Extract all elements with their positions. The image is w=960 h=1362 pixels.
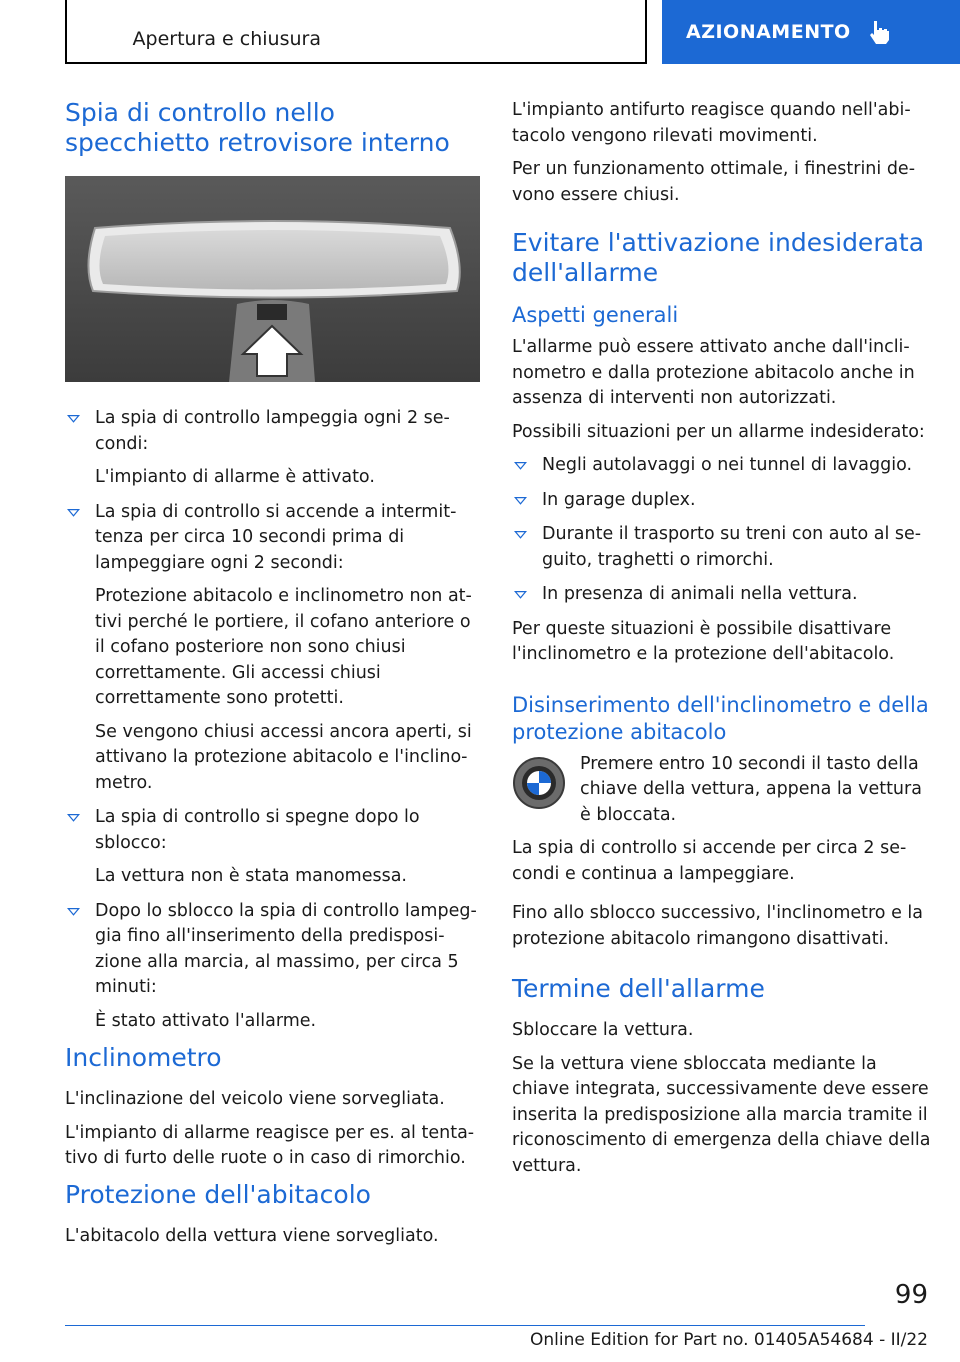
right-column bbox=[512, 98, 932, 1187]
paragraph: L'allarme può essere attivato anche dall'inclinometro e dalla protezione abitacolo anche in assenza di interventi non autorizzati. bbox=[512, 337, 915, 408]
rearview-mirror-illustration bbox=[65, 176, 480, 382]
triangle-bullet-icon bbox=[67, 415, 80, 423]
warning-light-list bbox=[65, 406, 480, 1034]
header-frame bbox=[65, 0, 647, 64]
section-title-inclinometer: Inclinometro bbox=[65, 1043, 222, 1072]
list-item: La spia di controllo si accende a intermittenza per circa 10 secondi prima di lampeggiare ogni 2 secondi: Protezione abitacolo e inclinometro non attivi perché le portiere, il cofano anteriore o il cofano posteriore non sono chiusi correttamente. Gli accessi chiusi correttamente sono protetti. Se vengono chiusi accessi ancora aperti, si attivano la protezione abitacolo e l'inclinometro. bbox=[65, 500, 480, 797]
pointing-hand-icon bbox=[865, 18, 893, 46]
list-item: Dopo lo sblocco la spia di controllo lampeggia fino all'inserimento della predisposizione alla marcia, al massimo, per circa 5 minuti: È stato attivato l'allarme. bbox=[65, 899, 480, 1035]
section-title-avoid-alarm: Evitare l'attivazione indesiderata dell'allarme bbox=[512, 228, 925, 287]
header-section-title: Apertura e chiusura bbox=[132, 28, 321, 50]
left-column bbox=[65, 98, 480, 1257]
paragraph: Per un funzionamento ottimale, i finestrini devono essere chiusi. bbox=[512, 159, 916, 205]
paragraph: L'abitacolo della vettura viene sorvegliato. bbox=[65, 1225, 439, 1246]
key-instruction bbox=[512, 752, 932, 829]
triangle-bullet-icon bbox=[67, 908, 80, 916]
triangle-bullet-icon bbox=[514, 462, 527, 470]
paragraph: Fino allo sblocco successivo, l'inclinometro e la protezione abitacolo rimangono disattivati. bbox=[512, 903, 923, 949]
paragraph: Possibili situazioni per un allarme indesiderato: bbox=[512, 421, 925, 442]
paragraph: Se la vettura viene sbloccata mediante la chiave integrata, successivamente deve essere inserita la predisposizione alla marcia tramite il riconoscimento di emergenza della chiave della vettura. bbox=[512, 1053, 931, 1176]
list-item: La spia di controllo lampeggia ogni 2 secondi: L'impianto di allarme è attivato. bbox=[65, 406, 480, 491]
paragraph: L'impianto antifurto reagisce quando nell'abitacolo vengono rilevati movimenti. bbox=[512, 100, 911, 146]
paragraph: Premere entro 10 secondi il tasto della chiave della vettura, appena la vettura è bloccata. bbox=[580, 753, 922, 825]
triangle-bullet-icon bbox=[514, 531, 527, 539]
footer-edition: Online Edition for Part no. 01405A54684 - II/22 bbox=[529, 1330, 928, 1350]
list-item: La spia di controllo si spegne dopo lo sblocco: La vettura non è stata manomessa. bbox=[65, 805, 480, 890]
paragraph: Sbloccare la vettura. bbox=[512, 1020, 694, 1040]
triangle-bullet-icon bbox=[67, 814, 80, 822]
list-item: Negli autolavaggi o nei tunnel di lavaggio. bbox=[512, 453, 932, 479]
page-number: 99 bbox=[894, 1280, 928, 1310]
paragraph: L'inclinazione del veicolo viene sorvegliata. bbox=[65, 1089, 445, 1109]
paragraph: L'impianto di allarme reagisce per es. al tentativo di furto delle ruote o in caso di rimorchio. bbox=[65, 1122, 475, 1168]
subsection-title-general: Aspetti generali bbox=[512, 303, 679, 327]
car-key-logo-icon bbox=[512, 756, 566, 810]
list-item: In garage duplex. bbox=[512, 488, 932, 514]
section-title-end-alarm: Termine dell'allarme bbox=[512, 974, 765, 1003]
footer-divider bbox=[65, 1325, 865, 1326]
triangle-bullet-icon bbox=[67, 509, 80, 517]
triangle-bullet-icon bbox=[514, 591, 527, 599]
situations-list bbox=[512, 453, 932, 608]
list-item: In presenza di animali nella vettura. bbox=[512, 582, 932, 608]
subsection-title-disable: Disinserimento dell'inclinometro e della protezione abitacolo bbox=[512, 692, 929, 744]
header-chapter-title: AZIONAMENTO bbox=[686, 21, 851, 43]
section-title-warning-light: Spia di controllo nello specchietto retrovisore interno bbox=[65, 98, 450, 157]
section-title-interior-protection: Protezione dell'abitacolo bbox=[65, 1179, 371, 1209]
header-chapter-tab bbox=[662, 0, 960, 64]
paragraph: La spia di controllo si accende per circa 2 secondi e continua a lampeggiare. bbox=[512, 838, 907, 884]
triangle-bullet-icon bbox=[514, 497, 527, 505]
list-item: Durante il trasporto su treni con auto al seguito, traghetti o rimorchi. bbox=[512, 522, 932, 573]
paragraph: Per queste situazioni è possibile disattivare l'inclinometro e la protezione dell'abitacolo. bbox=[512, 618, 895, 664]
